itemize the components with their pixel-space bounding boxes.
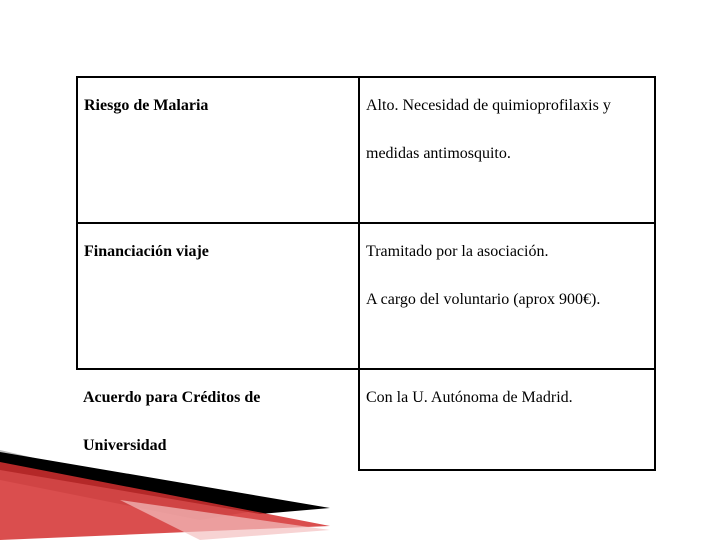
row-label bbox=[77, 223, 359, 369]
row-value bbox=[359, 223, 655, 369]
row-label-line: Acuerdo para Créditos de bbox=[83, 389, 261, 406]
table-row bbox=[77, 223, 655, 369]
info-table bbox=[76, 76, 656, 471]
row-value bbox=[359, 77, 655, 223]
row-label-text: Financiación viaje bbox=[84, 243, 209, 260]
row-label bbox=[77, 77, 359, 223]
row-value-line: medidas antimosquito. bbox=[366, 145, 511, 162]
row-value-line: A cargo del voluntario (aprox 900€). bbox=[366, 291, 601, 308]
row-value-line: Tramitado por la asociación. bbox=[366, 243, 549, 260]
table-row bbox=[77, 77, 655, 223]
row-value-line: Con la U. Autónoma de Madrid. bbox=[366, 389, 573, 406]
row-value-line: Alto. Necesidad de quimioprofilaxis y bbox=[366, 97, 611, 114]
row-label-text: Riesgo de Malaria bbox=[84, 97, 209, 114]
row-label-line: Universidad bbox=[83, 437, 167, 454]
decorative-swoosh bbox=[0, 440, 720, 540]
